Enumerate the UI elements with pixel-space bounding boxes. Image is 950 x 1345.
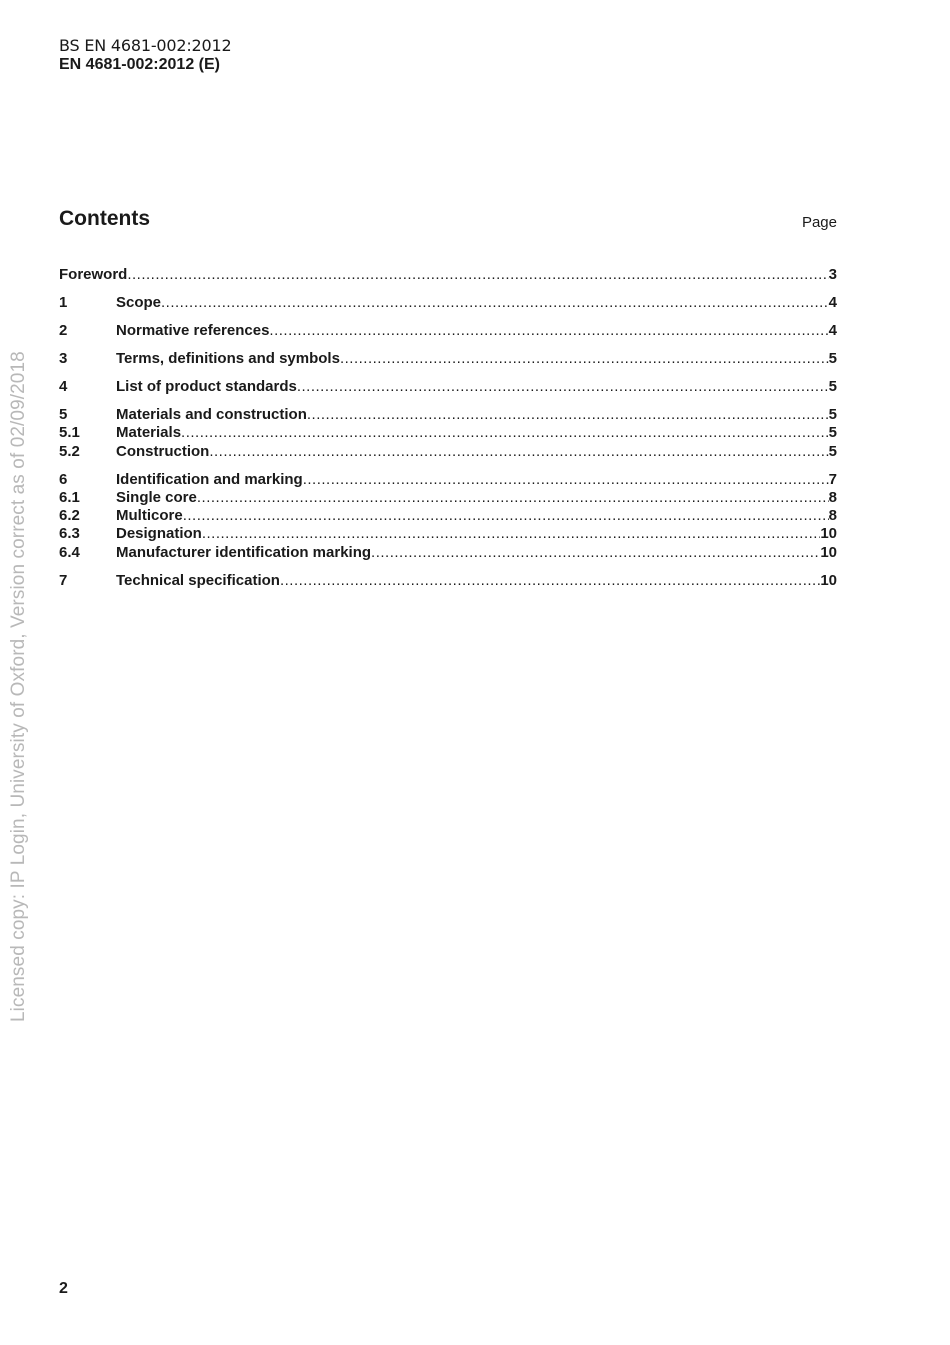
toc-entry-page: 5: [828, 405, 837, 423]
toc-entry-page: 10: [820, 571, 837, 589]
standard-number: BS EN 4681-002:2012: [59, 36, 232, 55]
toc-entry[interactable]: [59, 266, 837, 284]
toc-leader-dots: [183, 507, 829, 525]
toc-entry-title: Scope: [116, 293, 162, 311]
page-column-label: Page: [801, 214, 837, 231]
toc-entry-title: Materials and construction: [116, 405, 307, 423]
toc-entry-page: 8: [828, 488, 837, 506]
toc-entry-page: 5: [828, 424, 837, 442]
toc-entry[interactable]: [59, 406, 837, 424]
toc-entry[interactable]: [59, 525, 837, 543]
toc-entry-number: 5: [59, 405, 68, 423]
toc-leader-dots: [280, 572, 820, 590]
toc-leader-dots: [197, 489, 829, 507]
toc-entry-number: 7: [59, 571, 68, 589]
toc-leader-dots: [181, 424, 829, 442]
license-watermark: Licensed copy: IP Login, University of Oxford, Version correct as of 02/09/2018: [8, 351, 29, 1022]
toc-entry-title: List of product standards: [116, 377, 297, 395]
toc-entry[interactable]: [59, 294, 837, 312]
toc-entry-title: Designation: [116, 525, 202, 543]
toc-entry[interactable]: [59, 350, 837, 368]
toc-leader-dots: [209, 443, 828, 461]
standard-number-english: EN 4681-002:2012 (E): [59, 56, 220, 73]
toc-entry-title: Materials: [116, 424, 182, 442]
table-of-contents: [59, 266, 837, 590]
toc-entry-title: Identification and marking: [116, 470, 303, 488]
toc-entry-title: Single core: [116, 488, 197, 506]
toc-entry-page: 5: [828, 377, 837, 395]
toc-entry-page: 10: [820, 543, 837, 561]
toc-entry-number: 5.1: [59, 424, 80, 442]
toc-entry-number: 6.3: [59, 525, 80, 543]
toc-entry-number: 6.2: [59, 507, 80, 525]
toc-leader-dots: [307, 406, 829, 424]
toc-entry[interactable]: [59, 572, 837, 590]
toc-entry-page: 4: [828, 293, 837, 311]
toc-entry[interactable]: [59, 443, 837, 461]
toc-entry[interactable]: [59, 471, 837, 489]
toc-entry-number: 1: [59, 293, 68, 311]
toc-entry-page: 8: [828, 507, 837, 525]
toc-entry[interactable]: [59, 378, 837, 396]
toc-entry-number: 4: [59, 377, 68, 395]
toc-leader-dots: [340, 350, 829, 368]
toc-entry-number: 5.2: [59, 442, 80, 460]
toc-leader-dots: [269, 322, 828, 340]
toc-entry-title: Normative references: [116, 321, 270, 339]
toc-entry-page: 4: [828, 321, 837, 339]
toc-leader-dots: [161, 294, 829, 312]
toc-leader-dots: [371, 544, 820, 562]
toc-entry-title: Multicore: [116, 507, 183, 525]
toc-entry[interactable]: [59, 489, 837, 507]
toc-entry[interactable]: [59, 507, 837, 525]
toc-entry-title: Manufacturer identification marking: [116, 543, 372, 561]
toc-entry-page: 3: [828, 266, 837, 283]
toc-entry-number: 6.4: [59, 543, 80, 561]
toc-entry[interactable]: [59, 544, 837, 562]
toc-entry-number: 6.1: [59, 488, 80, 506]
toc-leader-dots: [303, 471, 829, 489]
toc-entry-number: 6: [59, 470, 68, 488]
toc-entry[interactable]: [59, 322, 837, 340]
toc-leader-dots: [297, 378, 829, 396]
toc-entry[interactable]: [59, 424, 837, 442]
toc-entry-title: Construction: [116, 442, 210, 460]
page-number: 2: [59, 1280, 68, 1297]
toc-entry-page: 10: [820, 525, 837, 543]
toc-entry-title: Technical specification: [116, 571, 280, 589]
toc-leader-dots: [202, 525, 820, 543]
toc-entry-title: Terms, definitions and symbols: [116, 349, 340, 367]
toc-entry-page: 7: [828, 470, 837, 488]
toc-entry-page: 5: [828, 349, 837, 367]
toc-leader-dots: [127, 266, 828, 284]
toc-entry-number: 3: [59, 349, 68, 367]
contents-title: Contents: [59, 207, 150, 230]
toc-entry-number: 2: [59, 321, 68, 339]
toc-entry-title: Foreword: [59, 266, 128, 283]
toc-entry-page: 5: [828, 442, 837, 460]
